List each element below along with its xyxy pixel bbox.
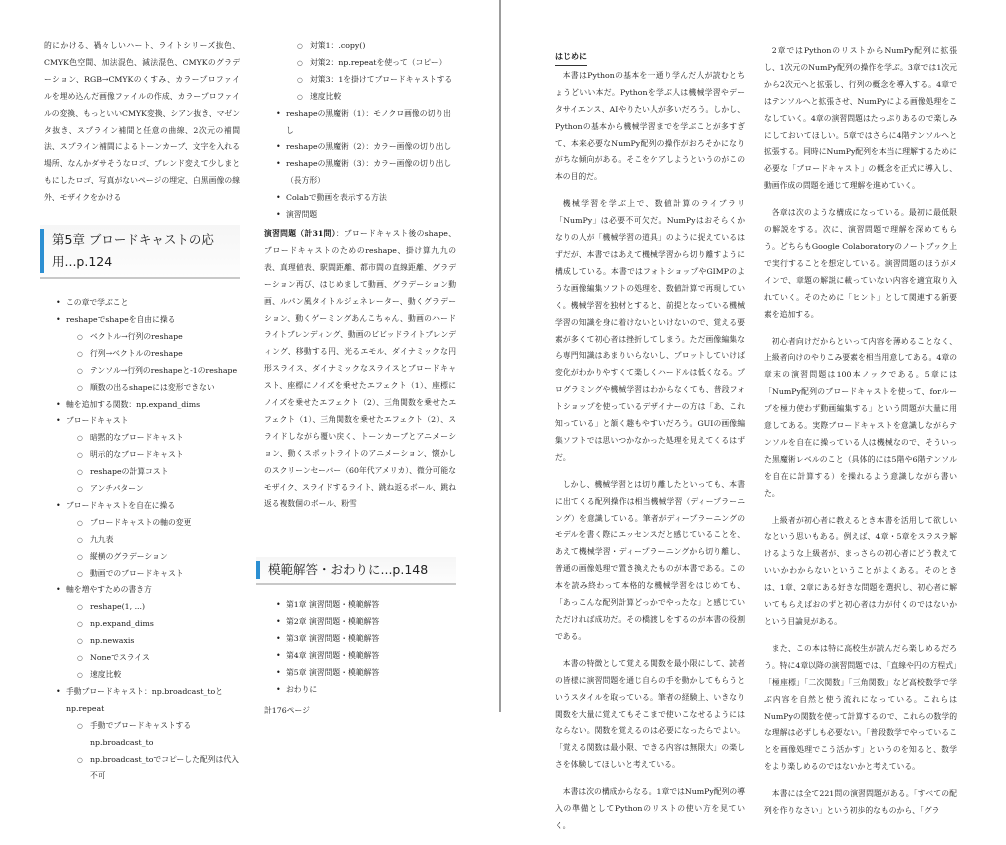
- answers-list-item: • 第2章 演習問題・模範解答: [264, 614, 456, 631]
- toc-list-item: ○ 順数の出るshapeには変形できない: [44, 380, 240, 397]
- toc-list-item: ○ 明示的なブロードキャスト: [44, 447, 240, 464]
- left-page: [0, 0, 500, 781]
- toc-list-item: ○ 速度比較: [44, 667, 240, 684]
- toc-list-item: • 演習問題: [264, 207, 456, 224]
- exercise-title: 演習問題（計31問）: [264, 228, 336, 238]
- answers-list-item: • 第5章 演習問題・模範解答: [264, 665, 456, 682]
- toc-list-item: ○ 対策3：1を掛けてブロードキャストする: [264, 72, 456, 89]
- chapter-5-toc-continued: [264, 38, 456, 224]
- toc-list-item: ○ 動画でのブロードキャスト: [44, 566, 240, 583]
- toc-list-item: ○ 行列→ベクトルのreshape: [44, 346, 240, 363]
- exercise-body: ：ブロードキャスト後のshape、ブロードキャストのためのreshape、掛け算九九の表、真理値表、駅間距離、都市間の直線距離、グラデーション再び、はじめまして動画、グラデーション動画、ルパン風タイトルジェネレーター、動くグラデーション、動くゲーミングあんこちゃん、動画のハードライトブレンディング、動画のビビッドライトブレンディング、移動する円、光るエモル、ダイナミックな円形スライス、ダイナミックなスライスとブロードキャスト、座標にノイズを乗せたエフェクト（1）、座標にノイズを乗せたエフェクト（2）、三角関数を乗せたエフェクト（1）、三角関数を乗せたエフェクト（2）、スライドしながら覆い戻く、トーンカーブとアニメーション、動くスポットライトのアニメーション、懐かしのスクリーンセーバー（60年代アメリカ）、微分可能なモザイク、スライドするライト、跳ね返るボール、跳ね返る複数個のボール、粉雪: [264, 228, 456, 509]
- toc-list-item: ○ ベクトル→行列のreshape: [44, 329, 240, 346]
- preface-paragraph: しかし、機械学習とは切り離したといっても、本書に出てくる配列操作は相当機械学習（ディープラーニング）を意識している。筆者がディープラーニングのモデルを書く際にエッセンスだと感じていることを、あえて機械学習・ディープラーニングから切り離し、普通の画像処理で置き換えたものが本書である。この本を読み終わって本格的な機械学習をはじめても、「あっこんな配列計算どっかでやったな」と感じていただければ成功だ。その橋渡しをするのが本書の役割である。: [555, 479, 745, 641]
- toc-list-item: ○ 対策1：.copy(): [264, 38, 456, 55]
- toc-list-item: ○ reshape(1, ...): [44, 599, 240, 616]
- answers-list-item: • 第1章 演習問題・模範解答: [264, 597, 456, 614]
- preface-paragraph: 機械学習を学ぶ上で、数値計算のライブラリ「NumPy」は必要不可欠だ。NumPyはおそらくかなりの人が「機械学習の道具」のように捉えているはずだが、本書ではあえて機械学習から切り離すように構成している。本書ではフォトショップやGIMPのような画像編集ソフトの処理を、数値計算で再現していく。機械学習を独材とすると、前提となっている機械学習の知識を身に着けないといけないので、覚える要素が多くて初心者は挫折してしまう。ただ画像編集なら専門知識はあまりいらないし、プロットしていけば変化がわかりやすくて楽しくハードルは低くなる。プログラミングや機械学習はわからなくても、普段フォトショップを使っているデザイナーの方は「あ、これ知っている」と頷く趣もやすいだろう。GUIの画像編集ソフトでは思いつかなかった処理を見えてくるはずだ。: [555, 199, 745, 462]
- answers-list-item: • おわりに: [264, 682, 456, 699]
- answers-toc-list: [264, 597, 456, 698]
- toc-list-item: ○ np.expand_dims: [44, 616, 240, 633]
- right-column-2: [764, 43, 957, 830]
- preface-paragraph: 初心者向けだからといって内容を薄めることなく、上級者向けのやりこみ要素を相当用意してある。4章の章末の演習問題は100本ノックである。5章には「NumPy配列のブロードキャストを使って、forループを極力使わず動画編集する」という問題が大量に用意してある。実際ブロードキャストを意識しながらテンソルを自在に操っている人は機械なので、そういった黒魔術レベルのこと（具体的には5階や6階テンソルを自在に計算する）を操れるよう意識しながら書いた。: [764, 336, 957, 498]
- toc-list-item: • ブロードキャストを自在に操る: [44, 498, 240, 515]
- toc-list-item: • 軸を追加する関数：np.expand_dims: [44, 397, 240, 414]
- answers-heading: [256, 557, 456, 585]
- right-page: [501, 0, 1006, 830]
- toc-list-item: ○ Noneでスライス: [44, 650, 240, 667]
- toc-list-item: ○ ブロードキャストの軸の変更: [44, 515, 240, 532]
- toc-list-item: ○ 速度比較: [264, 89, 456, 106]
- left-column-2: [264, 38, 456, 720]
- preface-paragraph: 本書は次の構成からなる。1章ではNumPy配列の導入の準備としてPythonのリストの使い方を見ていく。: [555, 787, 745, 830]
- preface-paragraph: 本書はPythonの基本を一通り学んだ人が読むとちょうどいい本だ。Pythonを学ぶ人は機械学習やデータサイエンス、AIやりたい人が多いだろう。しかし、Pythonの基本から機械学習までを学ぶことが多すぎて、本来必要なNumPy配列の操作がおろそかになりがちな傾向がある。そこをケアしようというのがこの本の目的だ。: [555, 70, 745, 182]
- exercise-summary: [264, 226, 456, 513]
- toc-list-item: • この章で学ぶこと: [44, 295, 240, 312]
- toc-list-item: ○ 九九表: [44, 532, 240, 549]
- preface-heading: はじめに: [555, 48, 587, 66]
- chapter-5-toc-list: [44, 295, 240, 785]
- toc-list-item: ○ reshapeの計算コスト: [44, 464, 240, 481]
- intro-paragraph: 的にかける、禍々しいハート、ライトシリーズ抜色、CMYK色空間、加法混色、減法混色、CMYKのグラデーション、RGB→CMYKのくすみ、カラープロファイルを埋め込んだ画像ファイルの作成、カラープロファイルの変換、もっといいCMYK変換、シアン抜き、マゼンタ抜き、スプライン補間と任意の曲線、2次元の補間法、スプライン補間によるトーンカーブ、文字を入れる場所、なんかダサそうなロゴ、ブレンド変えて少しまともにしたロゴ、写真がないページの埋定、白黒画像の線外、モザイクをかける: [44, 41, 240, 203]
- answers-list-item: • 第3章 演習問題・模範解答: [264, 631, 456, 648]
- toc-list-item: • reshapeでshapeを自由に操る: [44, 312, 240, 329]
- chapter-5-heading: [40, 225, 240, 279]
- preface-paragraph: 各章は次のような構成になっている。最初に最低限の解説をする。次に、演習問題で理解を深めてもらう。どちらもGoogle Colaboratoryのノートブック上で実行することを想定している。演習問題のほうがメインで、章題の解説に載っていない内容を適宜取り入れていく。そのために「ヒント」として関連する新要素を追加する。: [764, 208, 957, 319]
- toc-list-item: ○ np.broadcast_toでコピーした配列は代入不可: [44, 752, 240, 786]
- toc-list-item: ○ 縦横のグラデーション: [44, 549, 240, 566]
- left-column-1: [44, 38, 240, 785]
- toc-list-item: ○ テンソル→行列のreshapeと-1のreshape: [44, 363, 240, 380]
- preface-paragraph: 上級者が初心者に教えるとき本書を活用して欲しいなという思いもある。例えば、4章・5章をスラスラ解けるような上級者が、まっさらの初心者にどう教えていいかわからないということがよくある。そのときは、1章、2章にある好きな問題を選択し、初心者に解いてもらえばおのずと初心者は力が付くのではないかという目論見がある。: [764, 515, 957, 626]
- right-column-1: [555, 48, 745, 845]
- toc-list-item: ○ アンチパターン: [44, 481, 240, 498]
- preface-paragraph: 本書には全て221問の演習問題がある。「すべての配列を作りなさい」という初歩的なものから、「グラ: [764, 789, 957, 816]
- answers-list-item: • 第4章 演習問題・模範解答: [264, 648, 456, 665]
- toc-list-item: • reshapeの黒魔術（3）：カラー画像の切り出し（長方形）: [264, 156, 456, 190]
- toc-list-item: • 軸を増やすための書き方: [44, 582, 240, 599]
- preface-paragraph: 本書の特徴として覚える関数を最小限にして、読者の皆様に演習問題を通じ自らの手を動かしてもらうというスタイルを取っている。筆者の経験上、いきなり関数を大量に覚えてもそこまで使いこなせるようにはならない。関数を覚えるのは必要になったらでよい。「覚える関数は最小限、できる内容は無限大」の楽しさを体験してほしいと考えている。: [555, 658, 745, 770]
- toc-list-item: ○ np.newaxis: [44, 633, 240, 650]
- toc-list-item: • reshapeの黒魔術（1）：モノクロ画像の切り出し: [264, 106, 456, 140]
- answers-title: 模範解答・おわりに...p.148: [268, 562, 429, 578]
- chapter-5-title: 第5章 ブロードキャストの応用...p.124: [52, 232, 214, 270]
- preface-paragraph: 2章ではPythonのリストからNumPy配列に拡張し、1次元のNumPy配列の操作を学ぶ。3章では1次元から2次元へと拡張し、行列の概念を導入する。4章ではテンソルへと拡張させ、NumPyによる画像処理をこなしていく。4章の演習問題はたっぷりあるので楽しみにしておいてほしい。5章ではさらに4階テンソルへと拡張する。同時にNumPy配列を本当に理解するために必要な「ブロードキャスト」の概念を正式に導入し、動画作成の問題を通じて理解を進めていく。: [764, 46, 957, 191]
- toc-list-item: ○ 対策2：np.repeatを使って（コピー）: [264, 55, 456, 72]
- toc-list-item: • reshapeの黒魔術（2）：カラー画像の切り出し: [264, 139, 456, 156]
- toc-list-item: ○ 手動でブロードキャストするnp.broadcast_to: [44, 718, 240, 752]
- toc-list-item: • Colabで動画を表示する方法: [264, 190, 456, 207]
- toc-list-item: ○ 暗黙的なブロードキャスト: [44, 430, 240, 447]
- preface-paragraph: また、この本は特に高校生が読んだら楽しめるだろう。特に4章以降の演習問題では、「直線や円の方程式」「極座標」「二次関数」「三角関数」など高校数学で学ぶ内容を自然と使う流れになっている。これらはNumPyの関数を使って計算するので、これらの数学的な理解は必ずしも必要ない。「普段数学でやっていることを画像処理でこう活かす」というのを知ると、数学をより楽しめるのではないかと考えている。: [764, 643, 957, 772]
- total-pages: 計176ページ: [264, 705, 310, 715]
- toc-list-item: • ブロードキャスト: [44, 413, 240, 430]
- toc-list-item: • 手動ブロードキャスト：np.broadcast_toとnp.repeat: [44, 684, 240, 718]
